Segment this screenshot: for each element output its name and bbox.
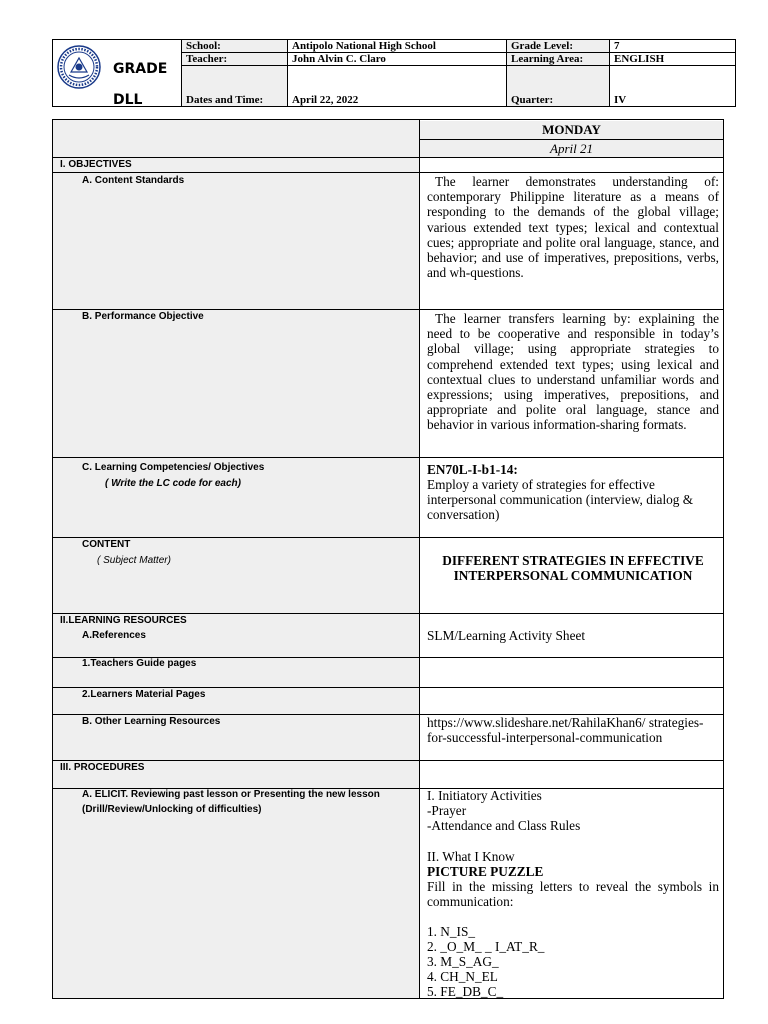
other-resources-text: https://www.slideshare.net/RahilaKhan6/ strategies-for-successful-interpersonal-communication [427,715,704,746]
competencies-label: C. Learning Competencies/ Objectives [82,462,265,473]
elicit-sub-label: (Drill/Review/Unlocking of difficulties) [82,804,262,815]
elicit-line: I. Initiatory Activities [427,788,542,803]
logo-cell [53,40,182,106]
performance-objective-label: B. Performance Objective [82,311,204,322]
lm-pages-label: 2.Learners Material Pages [82,689,206,700]
content-standards-text: The learner demonstrates understanding of: contemporary Philippine literature as a means of responding to the demands of the global village; various extended text types; lexical and contextual cues; appropriate and polite oral language, stance, and behavior; and use of imperatives, prepositions, verbs, and wh-questions. [427,174,719,281]
learning-area-value: ENGLISH [614,53,665,65]
content-label: CONTENT [82,539,131,550]
puzzle-item: 2. _O_M_ _ I_AT_R_ [427,939,545,954]
date-header: April 21 [420,140,723,157]
teacher-label: Teacher: [182,53,287,65]
references-label: A.References [82,630,146,641]
elicit-line: -Prayer [427,803,467,818]
learning-resources-heading: II.LEARNING RESOURCES [60,615,187,626]
other-resources-label: B. Other Learning Resources [82,716,221,727]
puzzle-instructions: Fill in the missing letters to reveal the symbols in communication: [427,879,719,910]
learning-area-label: Learning Area: [507,53,609,65]
objectives-heading: I. OBJECTIVES [60,159,132,170]
quarter-label: Quarter: [507,66,609,106]
lesson-plan-table [52,119,724,999]
grade-level-label: Grade Level: [507,40,609,52]
tg-pages-label: 1.Teachers Guide pages [82,658,197,669]
elicit-line: -Attendance and Class Rules [427,818,581,833]
puzzle-title: PICTURE PUZZLE [427,864,544,879]
performance-objective-text: The learner transfers learning by: explaining the need to be cooperative and responsible in today’s global village; using appropriate strategies to comprehend extended text types; using lexical and contextual clues to understand unfamiliar words and expressions; using imperatives, prepositions, and appropriate and polite oral language, stance and behavior in various information-sharing formats. [427,311,719,433]
lc-code: EN70L-I-b1-14: [427,462,518,477]
dates-value: April 22, 2022 [292,94,359,106]
school-value: Antipolo National High School [292,40,436,52]
content-sub: ( Subject Matter) [97,555,171,566]
day-header: MONDAY [420,121,723,139]
elicit-line: II. What I Know [427,849,515,864]
puzzle-item: 5. FE_DB_C_ [427,984,504,999]
content-title: DIFFERENT STRATEGIES IN EFFECTIVE INTERPERSONAL COMMUNICATION [442,553,704,584]
school-label: School: [182,40,287,52]
dates-label: Dates and Time: [182,66,287,106]
puzzle-item: 4. CH_N_EL [427,969,498,984]
grade-label: GRADE [113,61,168,77]
procedures-heading: III. PROCEDURES [60,762,145,773]
competencies-text: Employ a variety of strategies for effective interpersonal communication (interview, dialog & conversation) [427,477,694,523]
teacher-value: John Alvin C. Claro [292,53,386,65]
content-standards-label: A. Content Standards [82,175,185,186]
grade-level-value: 7 [614,40,620,52]
dll-label: DLL [113,92,143,108]
competencies-sub: ( Write the LC code for each) [105,478,241,489]
elicit-label: A. ELICIT. Reviewing past lesson or Presenting the new lesson [82,789,380,800]
puzzle-item: 3. M_S_AG_ [427,954,499,969]
puzzle-item: 1. N_IS_ [427,924,476,939]
header-table [52,39,736,107]
deped-seal-icon [57,45,101,89]
quarter-value: IV [614,94,627,106]
references-text: SLM/Learning Activity Sheet [427,628,586,643]
